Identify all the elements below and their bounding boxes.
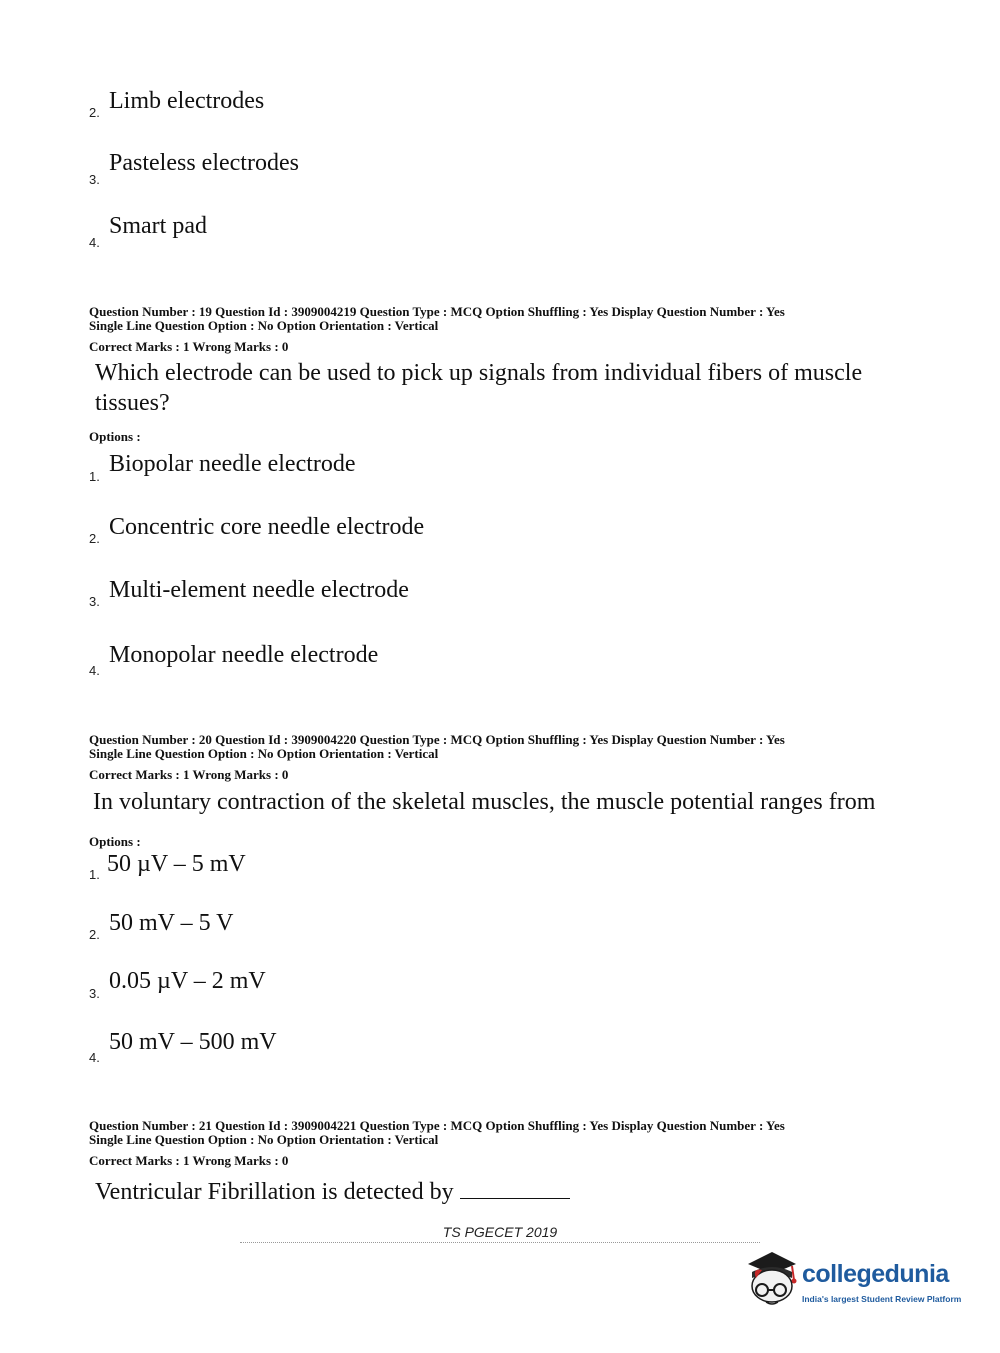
question-marks: Correct Marks : 1 Wrong Marks : 0 <box>89 339 289 354</box>
option-number: 4. <box>89 235 100 250</box>
option-number: 3. <box>89 986 100 1001</box>
options-label: Options : <box>89 429 141 444</box>
collegedunia-logo <box>742 1248 972 1314</box>
option-number: 3. <box>89 594 100 609</box>
option-text: Limb electrodes <box>109 88 265 114</box>
option-text: Monopolar needle electrode <box>109 642 379 668</box>
question-text: In voluntary contraction of the skeletal muscles, the muscle potential ranges from <box>93 789 876 815</box>
option-text: Biopolar needle electrode <box>109 451 356 477</box>
option-text: Multi-element needle electrode <box>109 577 409 603</box>
question-text: Which electrode can be used to pick up signals from individual fibers of muscle tissues? <box>95 360 863 416</box>
question-meta-line1: Question Number : 20 Question Id : 3909004220 Question Type : MCQ Option Shuffling : Yes Display Question Number : Yes <box>89 732 785 747</box>
question-meta-line2: Single Line Question Option : No Option Orientation : Vertical <box>89 746 439 761</box>
question-meta-line1: Question Number : 21 Question Id : 3909004221 Question Type : MCQ Option Shuffling : Yes Display Question Number : Yes <box>89 1118 785 1133</box>
option-text: Pasteless electrodes <box>109 150 299 176</box>
option-number: 2. <box>89 531 100 546</box>
option-text: 50 µV – 5 mV <box>107 851 246 877</box>
option-number: 1. <box>89 867 100 882</box>
option-number: 1. <box>89 469 100 484</box>
option-number: 2. <box>89 927 100 942</box>
option-text: Smart pad <box>109 213 207 239</box>
question-marks: Correct Marks : 1 Wrong Marks : 0 <box>89 1153 289 1168</box>
question-text-row <box>95 1176 695 1207</box>
option-text: 50 mV – 500 mV <box>109 1029 277 1055</box>
options-label: Options : <box>89 834 141 849</box>
option-number: 4. <box>89 1050 100 1065</box>
answer-blank <box>460 1176 570 1199</box>
question-meta-line2: Single Line Question Option : No Option Orientation : Vertical <box>89 1132 439 1147</box>
logo-tagline: India's largest Student Review Platform <box>802 1294 962 1304</box>
option-number: 2. <box>89 105 100 120</box>
footer-title: TS PGECET 2019 <box>442 1224 558 1240</box>
logo-wordmark: collegedunia <box>802 1260 949 1288</box>
question-meta-line1: Question Number : 19 Question Id : 3909004219 Question Type : MCQ Option Shuffling : Yes Display Question Number : Yes <box>89 304 785 319</box>
option-text: 0.05 µV – 2 mV <box>109 968 266 994</box>
option-text: 50 mV – 5 V <box>109 910 234 936</box>
question-marks: Correct Marks : 1 Wrong Marks : 0 <box>89 767 289 782</box>
option-number: 4. <box>89 663 100 678</box>
question-meta-line2: Single Line Question Option : No Option Orientation : Vertical <box>89 318 439 333</box>
option-text: Concentric core needle electrode <box>109 514 425 540</box>
option-number: 3. <box>89 172 100 187</box>
footer-divider <box>240 1242 760 1243</box>
question-text: Ventricular Fibrillation is detected by <box>95 1179 454 1205</box>
graduate-mascot-icon <box>742 1248 804 1314</box>
